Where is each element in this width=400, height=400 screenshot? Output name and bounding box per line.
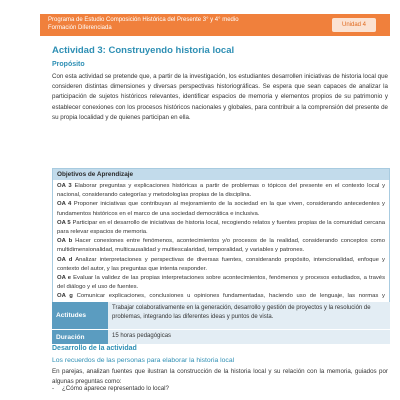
attitudes-row xyxy=(52,302,390,330)
objective-text: Participar en el desarrollo de iniciativas de historia local, recogiendo relatos y fuentes propias de la comunidad cercana para relevar espacios de memoria. xyxy=(57,219,386,236)
duration-label: Duración xyxy=(52,330,108,344)
objective-item xyxy=(57,182,385,200)
purpose-heading: Propósito xyxy=(52,61,85,68)
duration-text: 15 horas pedagógicas xyxy=(108,330,390,344)
bullet-dash: - xyxy=(52,385,55,392)
objectives-table xyxy=(52,168,390,315)
objective-code: OA 5 xyxy=(57,219,71,226)
program-line-2: Formación Diferenciada xyxy=(48,25,112,31)
objective-code: OA e xyxy=(57,275,71,282)
development-heading: Desarrollo de la actividad xyxy=(52,345,137,352)
objective-code: OA g xyxy=(57,293,73,300)
page-header xyxy=(0,0,400,40)
duration-row xyxy=(52,330,390,345)
program-banner xyxy=(40,14,390,36)
objective-item xyxy=(57,274,385,292)
program-line-1: Programa de Estudio Composición Histórica del Presente 3° y 4° medio xyxy=(48,17,239,23)
question-bullet: ¿Cómo aparece representado lo local? xyxy=(62,385,169,392)
objective-item xyxy=(57,237,385,255)
objective-text: Elaborar preguntas y explicaciones históricas a partir de problemas o tópicos del presente en el contexto local y nacional, considerando categorías y metodologías propias de la disciplina. xyxy=(57,183,386,199)
objective-item xyxy=(57,219,385,237)
objective-text: Comunicar explicaciones, conclusiones u opiniones fundamentadas, haciendo uso de lenguaje, las normas y xyxy=(76,293,385,300)
objective-text: Analizar interpretaciones y perspectivas de diversas fuentes, considerando propósito, intencionalidad, enfoque y contexto del autor, y las preguntas que intenta responder. xyxy=(57,256,386,272)
purpose-paragraph: Con esta actividad se pretende que, a partir de la investigación, los estudiantes desarrollen iniciativas de historia local que consideren distintas dimensiones y diversas perspectivas historiográficas. Se espera que sean capaces de analizar la participación de sujetos históricos relevantes, identificar espacios de memoria y elementos propios de su patrimonio y establecer conexiones con los procesos históricos nacionales y globales, para contribuir a la comprensión del presente de su propia localidad y de quienes participan en ella. xyxy=(52,73,388,121)
activity-title: Actividad 3: Construyendo historia local xyxy=(52,45,235,56)
objective-text: Proponer iniciativas que contribuyan al mejoramiento de la sociedad en la que viven, considerando antecedentes y fundamentos históricos en el marco de una sociedad democrática e inclusiva. xyxy=(57,201,385,217)
objectives-list xyxy=(53,180,389,314)
program-title xyxy=(48,16,239,32)
activity-meta-table xyxy=(52,302,390,345)
objective-code: OA d xyxy=(57,256,73,263)
objective-code: OA 3 xyxy=(57,183,72,189)
objective-item xyxy=(57,256,385,274)
attitudes-text: Trabajar colaborativamente en la generación, desarrollo y gestión de proyectos y la resolución de problemas, integrando las diferentes ideas y puntos de vista. xyxy=(108,302,390,329)
attitudes-label: Actitudes xyxy=(52,302,108,329)
objective-code: OA b xyxy=(57,238,73,245)
objective-text: Hacer conexiones entre fenómenos, acontecimientos y/o procesos de la realidad, considerando conceptos como multidimensionalidad, multicausalidad y multiescalaridad, temporalidad, y variables y patrones. xyxy=(57,238,385,254)
objectives-heading: Objetivos de Aprendizaje xyxy=(53,169,389,180)
development-subheading: Los recuerdos de las personas para elaborar la historia local xyxy=(52,357,235,364)
objective-item xyxy=(57,200,385,218)
objective-code: OA 4 xyxy=(57,201,72,208)
development-intro: En parejas, analizan fuentes que ilustran la construcción de la historia local y su relación con la memoria, guiados por algunas preguntas como: xyxy=(52,368,388,386)
unit-badge: Unidad 4 xyxy=(332,18,376,32)
objective-text: Evaluar la validez de las propias interpretaciones sobre acontecimientos, fenómenos y procesos estudiados, a través del diálogo y el uso de fuentes. xyxy=(57,275,386,291)
